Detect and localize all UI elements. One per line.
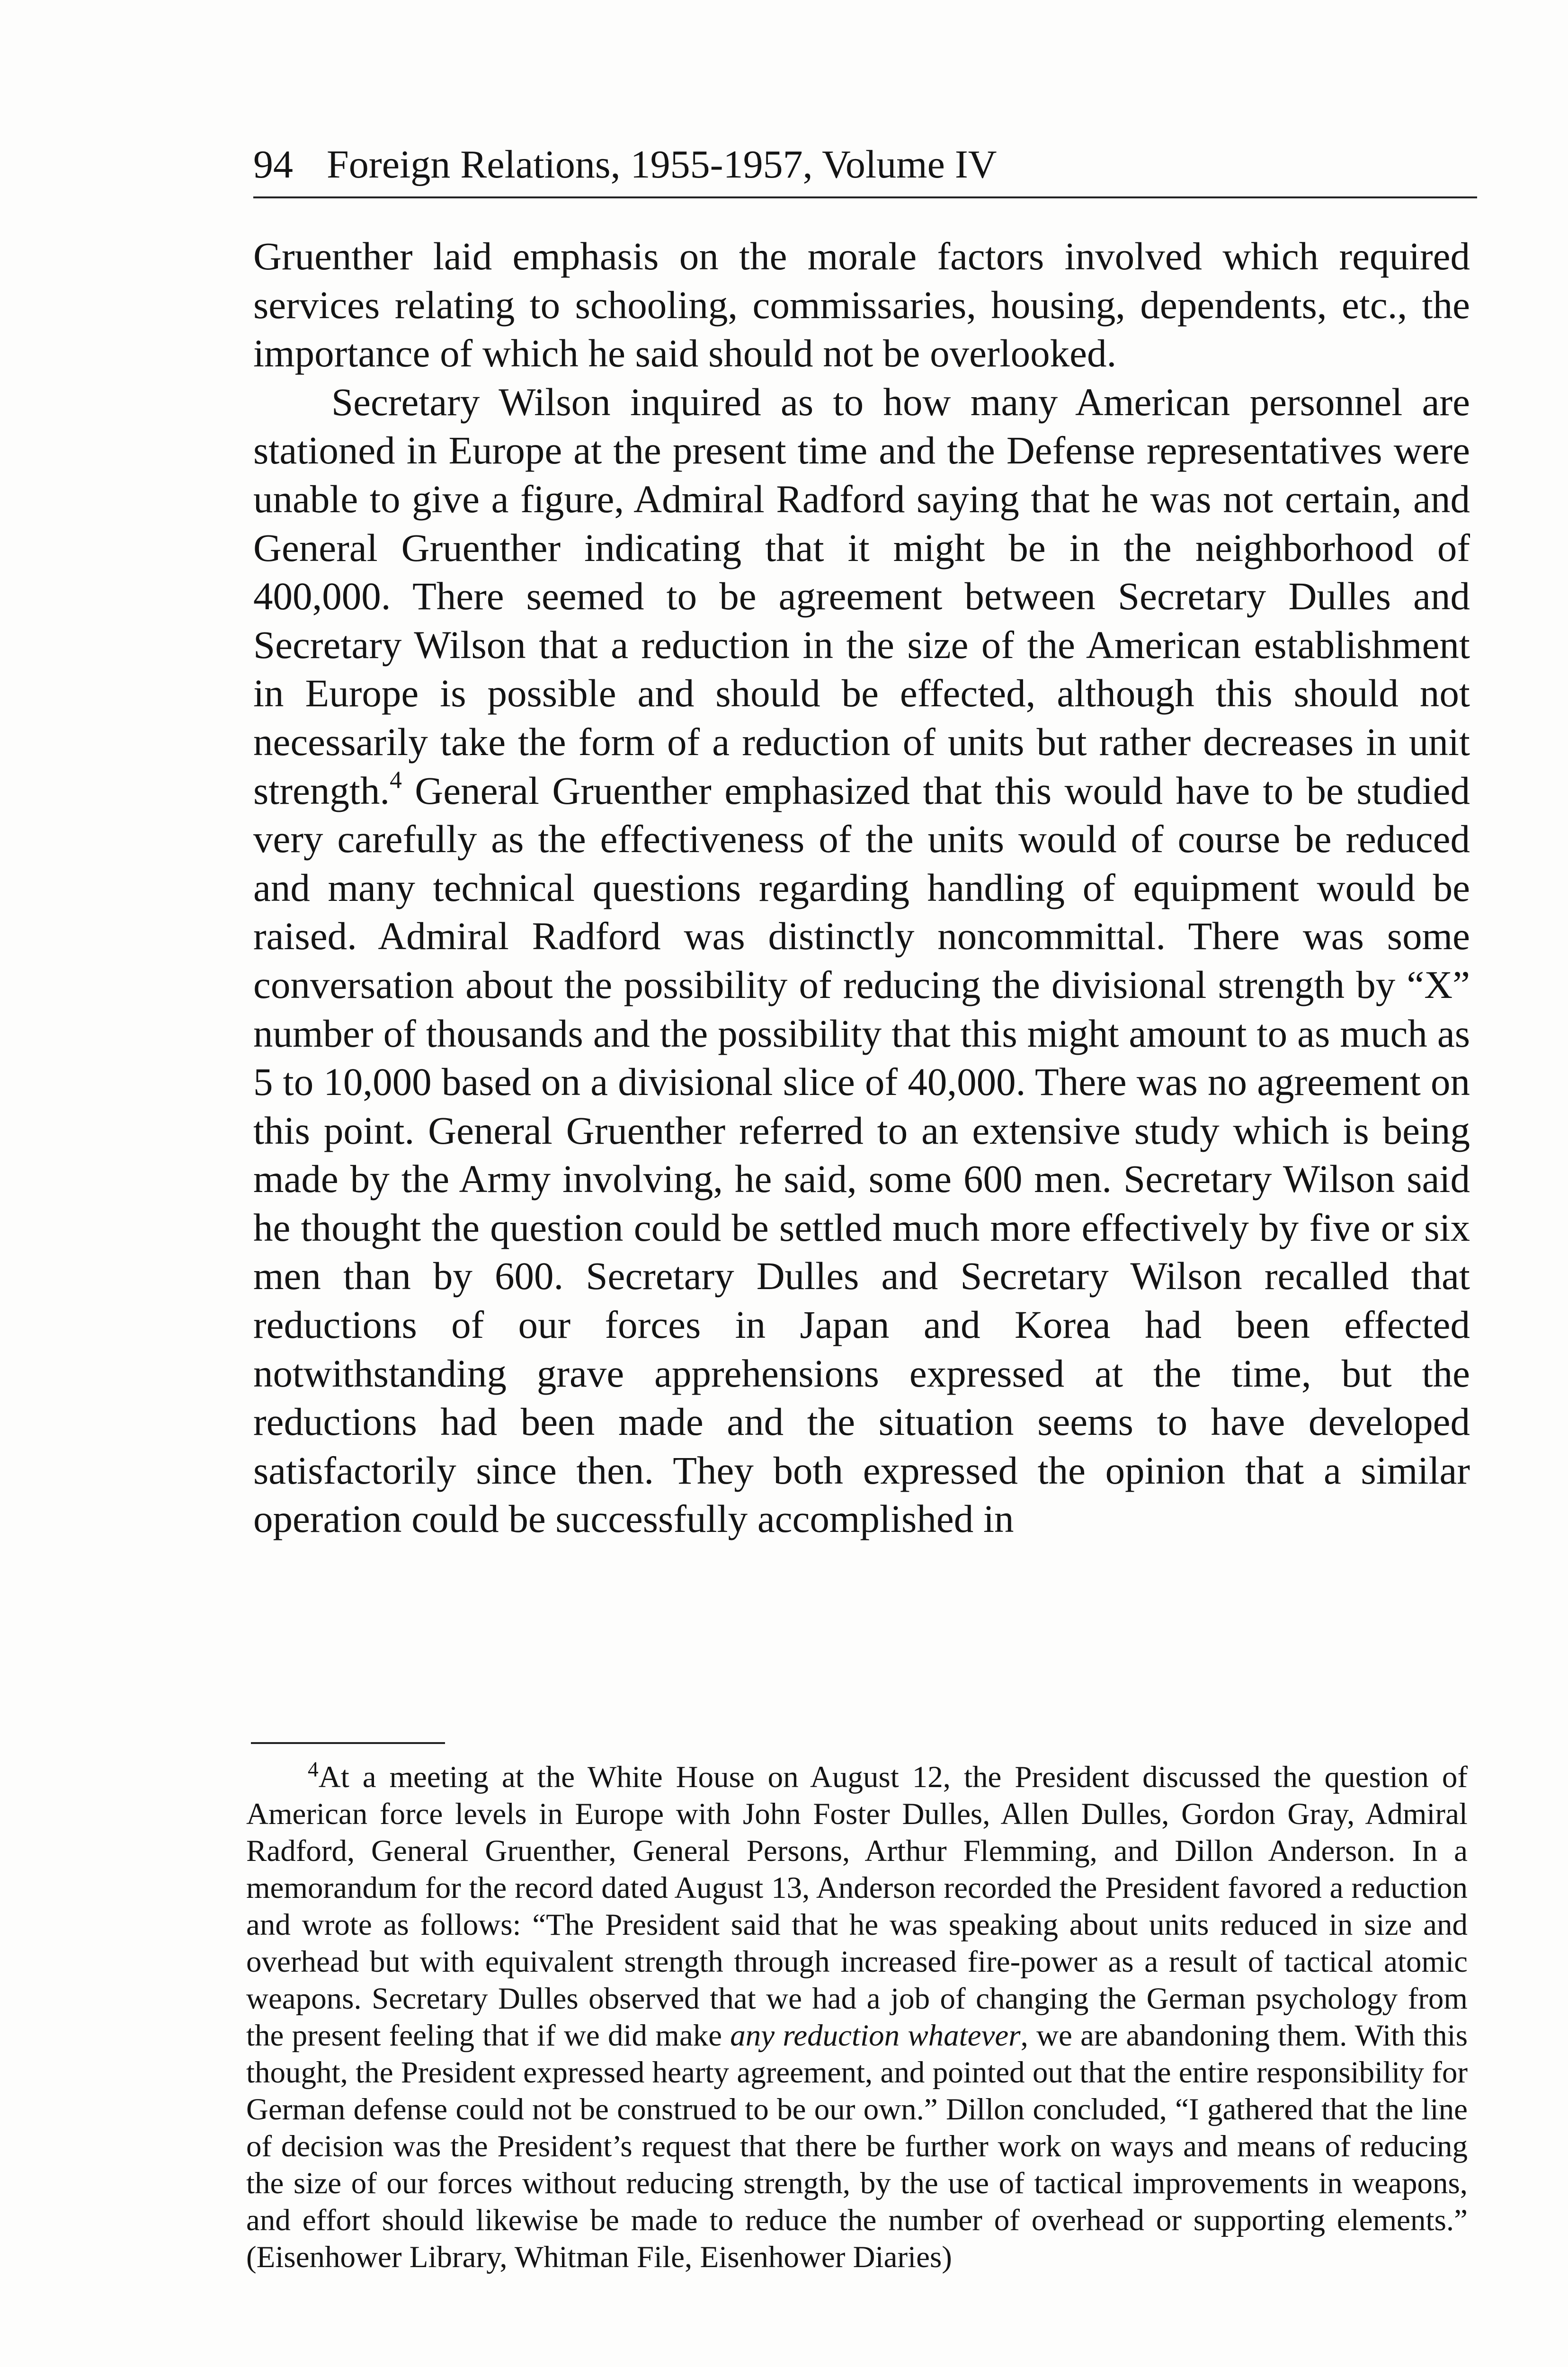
page-number: 94 (253, 142, 293, 187)
body-paragraph-2 (253, 378, 1470, 1543)
body-text (253, 232, 1470, 1543)
footnote-text-end: , we are abandoning them. With this thought, the President expressed hearty agreement, and pointed out that the entire responsibility for German defense could not be construed to be our own.” Dillon concluded, “I gathered that the line of decision was the President’s request that there be further work on ways and means of reducing the size of our forces without reducing strength, by the use of tactical improvements in weapons, and effort should likewise be made to reduce the number of overhead or supporting elements.” (Eisenhower Library, Whitman File, Eisenhower Diaries) (246, 2019, 1468, 2274)
footnote-text-start: At a meeting at the White House on August 12, the President discussed the question of American force levels in Europe with John Foster Dulles, Allen Dulles, Gordon Gray, Admiral Radford, General Gruenther, General Persons, Arthur Flemming, and Dillon Anderson. In a memorandum for the record dated August 13, Anderson recorded the President favored a reduction and wrote as follows: “The President said that he was speaking about units reduced in size and overhead but with equivalent strength through increased fire-power as a result of tactical atomic weapons. Secretary Dulles observed that we had a job of changing the German psychology from the present feeling that if we did make (246, 1760, 1468, 2053)
footnote-divider (251, 1742, 445, 1744)
running-title: Foreign Relations, 1955-1957, Volume IV (327, 142, 997, 187)
footnote (246, 1759, 1468, 2276)
paragraph-2-text-start: Secretary Wilson inquired as to how many American personnel are stationed in Europe at the present time and the Defense representatives were unable to give a figure, Admiral Radford saying that he was not certain, and General Gruenther indicating that it might be in the neighborhood of 400,000. There seemed to be agreement between Secretary Dulles and Secretary Wilson that a reduction in the size of the American establishment in Europe is possible and should be effected, although this should not necessarily take the form of a reduction of units but rather decreases in unit strength. (253, 380, 1470, 812)
footnote-emphasis: any reduction whatever (730, 2019, 1021, 2053)
paragraph-1-text: Gruenther laid emphasis on the morale factors involved which required services relating to schooling, commissaries, housing, dependents, etc., the importance of which he said should not be overlooked. (253, 234, 1470, 375)
footnote-paragraph (246, 1759, 1468, 2276)
running-header (253, 133, 1477, 198)
footnote-reference[interactable]: 4 (390, 766, 402, 794)
body-paragraph-1 (253, 232, 1470, 378)
paragraph-2-text-end: General Gruenther emphasized that this would have to be studied very carefully as the effectiveness of the units would of course be reduced and many technical questions regarding handling of equipment would be raised. Admiral Radford was distinctly noncommittal. There was some conversation about the possibility of reducing the divisional strength by “X” number of thousands and the possibility that this might amount to as much as 5 to 10,000 based on a divisional slice of 40,000. There was no agreement on this point. General Gruenther referred to an extensive study which is being made by the Army involving, he said, some 600 men. Secretary Wilson said he thought the question could be settled much more effectively by five or six men than by 600. Secretary Dulles and Secretary Wilson recalled that reductions of our forces in Japan and Korea had been effected notwithstanding grave apprehensions expressed at the time, but the reductions had been made and the situation seems to have developed satisfactorily since then. They both expressed the opinion that a similar operation could be successfully accomplished in (253, 768, 1470, 1541)
footnote-marker: 4 (308, 1757, 319, 1781)
